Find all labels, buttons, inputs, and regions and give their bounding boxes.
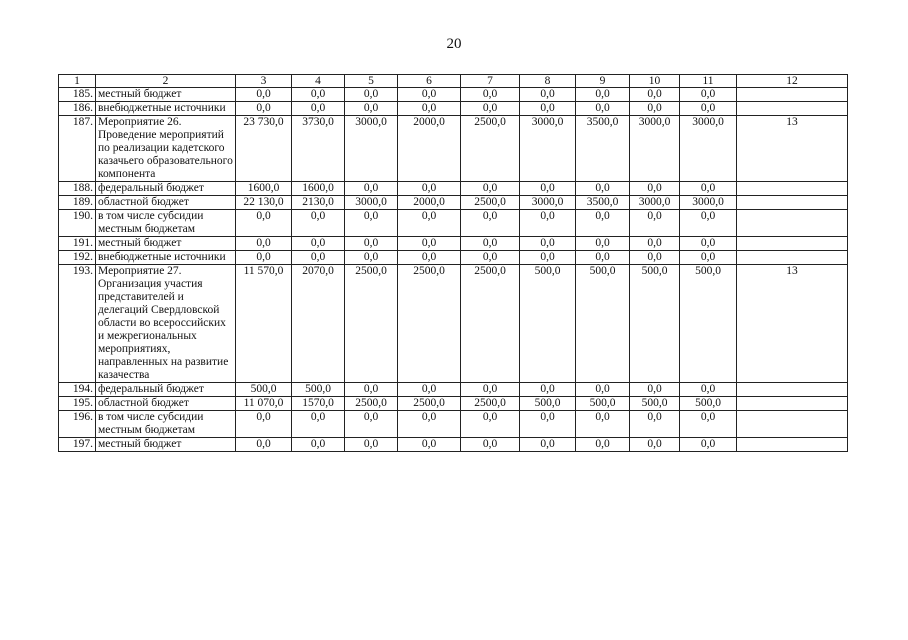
value-cell: 0,0 — [680, 251, 737, 265]
value-cell: 0,0 — [520, 237, 576, 251]
value-cell: 0,0 — [461, 237, 520, 251]
column-header: 11 — [680, 75, 737, 88]
column-header: 9 — [576, 75, 630, 88]
row-number: 193. — [59, 265, 96, 383]
value-cell: 0,0 — [630, 102, 680, 116]
value-cell: 0,0 — [236, 210, 292, 237]
row-number: 196. — [59, 411, 96, 438]
value-cell: 0,0 — [576, 411, 630, 438]
value-cell: 0,0 — [630, 237, 680, 251]
table-row — [59, 88, 848, 102]
value-cell: 0,0 — [292, 438, 345, 452]
value-cell: 0,0 — [345, 438, 398, 452]
table-row — [59, 411, 848, 438]
row-name: местный бюджет — [96, 237, 236, 251]
value-cell: 2500,0 — [461, 265, 520, 383]
value-cell: 11 070,0 — [236, 397, 292, 411]
value-cell: 0,0 — [236, 411, 292, 438]
value-cell: 0,0 — [630, 438, 680, 452]
row-name: федеральный бюджет — [96, 182, 236, 196]
value-cell: 3000,0 — [680, 196, 737, 210]
value-cell: 0,0 — [520, 210, 576, 237]
column-header: 3 — [236, 75, 292, 88]
row-number: 191. — [59, 237, 96, 251]
target-ref-cell — [737, 438, 848, 452]
value-cell: 0,0 — [345, 251, 398, 265]
row-number: 192. — [59, 251, 96, 265]
value-cell: 0,0 — [461, 182, 520, 196]
value-cell: 0,0 — [520, 411, 576, 438]
table-row — [59, 102, 848, 116]
column-header: 12 — [737, 75, 848, 88]
value-cell: 0,0 — [576, 182, 630, 196]
value-cell: 0,0 — [576, 102, 630, 116]
value-cell: 0,0 — [292, 411, 345, 438]
target-ref-cell — [737, 411, 848, 438]
value-cell: 2500,0 — [345, 265, 398, 383]
target-ref-cell — [737, 251, 848, 265]
value-cell: 0,0 — [576, 88, 630, 102]
value-cell: 0,0 — [630, 182, 680, 196]
value-cell: 0,0 — [292, 102, 345, 116]
row-name: внебюджетные источники — [96, 251, 236, 265]
value-cell: 0,0 — [345, 102, 398, 116]
row-name: Мероприятие 27. Организация участия представителей и делегаций Свердловской области во всероссийских и межрегиональных мероприятиях, направленных на развитие казачества — [96, 265, 236, 383]
value-cell: 0,0 — [630, 88, 680, 102]
value-cell: 0,0 — [680, 102, 737, 116]
value-cell: 2000,0 — [398, 196, 461, 210]
value-cell: 3000,0 — [520, 116, 576, 182]
value-cell: 0,0 — [576, 383, 630, 397]
row-number: 194. — [59, 383, 96, 397]
target-ref-cell — [737, 397, 848, 411]
row-number: 197. — [59, 438, 96, 452]
value-cell: 0,0 — [292, 237, 345, 251]
value-cell: 0,0 — [630, 411, 680, 438]
value-cell: 0,0 — [461, 383, 520, 397]
value-cell: 0,0 — [576, 210, 630, 237]
target-ref-cell — [737, 88, 848, 102]
value-cell: 3000,0 — [345, 116, 398, 182]
value-cell: 0,0 — [345, 383, 398, 397]
table-header-row — [59, 75, 848, 88]
value-cell: 2070,0 — [292, 265, 345, 383]
value-cell: 23 730,0 — [236, 116, 292, 182]
column-header: 8 — [520, 75, 576, 88]
row-name: в том числе субсидии местным бюджетам — [96, 210, 236, 237]
value-cell: 0,0 — [398, 182, 461, 196]
value-cell: 0,0 — [630, 210, 680, 237]
value-cell: 2500,0 — [461, 116, 520, 182]
value-cell: 0,0 — [345, 210, 398, 237]
row-name: областной бюджет — [96, 397, 236, 411]
target-ref-cell — [737, 182, 848, 196]
target-ref-cell: 13 — [737, 265, 848, 383]
value-cell: 2500,0 — [398, 265, 461, 383]
value-cell: 500,0 — [236, 383, 292, 397]
value-cell: 0,0 — [520, 182, 576, 196]
column-header: 10 — [630, 75, 680, 88]
value-cell: 0,0 — [345, 237, 398, 251]
value-cell: 500,0 — [520, 265, 576, 383]
row-name: местный бюджет — [96, 438, 236, 452]
value-cell: 0,0 — [236, 88, 292, 102]
value-cell: 1600,0 — [292, 182, 345, 196]
table-row — [59, 383, 848, 397]
value-cell: 500,0 — [576, 265, 630, 383]
value-cell: 0,0 — [630, 251, 680, 265]
value-cell: 500,0 — [630, 265, 680, 383]
value-cell: 1600,0 — [236, 182, 292, 196]
value-cell: 0,0 — [398, 102, 461, 116]
row-number: 187. — [59, 116, 96, 182]
row-number: 188. — [59, 182, 96, 196]
value-cell: 0,0 — [398, 383, 461, 397]
table-row — [59, 182, 848, 196]
budget-table — [58, 74, 848, 452]
target-ref-cell — [737, 102, 848, 116]
value-cell: 0,0 — [398, 411, 461, 438]
value-cell: 0,0 — [345, 182, 398, 196]
value-cell: 0,0 — [345, 411, 398, 438]
value-cell: 0,0 — [520, 251, 576, 265]
value-cell: 0,0 — [680, 210, 737, 237]
table-row — [59, 210, 848, 237]
value-cell: 0,0 — [520, 102, 576, 116]
value-cell: 0,0 — [461, 411, 520, 438]
table-row — [59, 196, 848, 210]
value-cell: 0,0 — [520, 383, 576, 397]
column-header: 4 — [292, 75, 345, 88]
value-cell: 0,0 — [461, 102, 520, 116]
target-ref-cell — [737, 210, 848, 237]
column-header: 2 — [96, 75, 236, 88]
value-cell: 0,0 — [398, 438, 461, 452]
value-cell: 0,0 — [292, 251, 345, 265]
row-number: 190. — [59, 210, 96, 237]
value-cell: 0,0 — [576, 251, 630, 265]
value-cell: 0,0 — [398, 237, 461, 251]
target-ref-cell — [737, 196, 848, 210]
table-row — [59, 397, 848, 411]
value-cell: 0,0 — [680, 438, 737, 452]
table-row — [59, 438, 848, 452]
value-cell: 3000,0 — [520, 196, 576, 210]
value-cell: 2500,0 — [398, 397, 461, 411]
value-cell: 0,0 — [680, 411, 737, 438]
value-cell: 0,0 — [520, 88, 576, 102]
row-name: местный бюджет — [96, 88, 236, 102]
row-number: 195. — [59, 397, 96, 411]
table-row — [59, 265, 848, 383]
row-number: 189. — [59, 196, 96, 210]
value-cell: 0,0 — [236, 237, 292, 251]
value-cell: 2130,0 — [292, 196, 345, 210]
value-cell: 0,0 — [680, 182, 737, 196]
row-name: федеральный бюджет — [96, 383, 236, 397]
value-cell: 0,0 — [680, 237, 737, 251]
column-header: 7 — [461, 75, 520, 88]
value-cell: 0,0 — [576, 237, 630, 251]
row-name: Мероприятие 26. Проведение мероприятий по реализации кадетского казачьего образовательного компонента — [96, 116, 236, 182]
value-cell: 0,0 — [461, 438, 520, 452]
column-header: 5 — [345, 75, 398, 88]
value-cell: 0,0 — [680, 383, 737, 397]
value-cell: 1570,0 — [292, 397, 345, 411]
value-cell: 500,0 — [292, 383, 345, 397]
value-cell: 2000,0 — [398, 116, 461, 182]
value-cell: 500,0 — [680, 265, 737, 383]
value-cell: 3500,0 — [576, 116, 630, 182]
value-cell: 3000,0 — [680, 116, 737, 182]
value-cell: 0,0 — [398, 251, 461, 265]
value-cell: 3000,0 — [345, 196, 398, 210]
value-cell: 3500,0 — [576, 196, 630, 210]
page-number: 20 — [446, 36, 462, 52]
table-row — [59, 116, 848, 182]
value-cell: 2500,0 — [345, 397, 398, 411]
value-cell: 11 570,0 — [236, 265, 292, 383]
value-cell: 0,0 — [398, 88, 461, 102]
row-number: 185. — [59, 88, 96, 102]
target-ref-cell — [737, 383, 848, 397]
value-cell: 0,0 — [236, 251, 292, 265]
target-ref-cell: 13 — [737, 116, 848, 182]
value-cell: 500,0 — [520, 397, 576, 411]
value-cell: 0,0 — [576, 438, 630, 452]
row-number: 186. — [59, 102, 96, 116]
value-cell: 0,0 — [292, 210, 345, 237]
target-ref-cell — [737, 237, 848, 251]
column-header: 6 — [398, 75, 461, 88]
value-cell: 0,0 — [236, 102, 292, 116]
value-cell: 0,0 — [520, 438, 576, 452]
value-cell: 0,0 — [345, 88, 398, 102]
table-row — [59, 237, 848, 251]
value-cell: 0,0 — [461, 251, 520, 265]
value-cell: 500,0 — [680, 397, 737, 411]
value-cell: 0,0 — [398, 210, 461, 237]
value-cell: 500,0 — [576, 397, 630, 411]
value-cell: 0,0 — [236, 438, 292, 452]
row-name: в том числе субсидии местным бюджетам — [96, 411, 236, 438]
value-cell: 0,0 — [680, 88, 737, 102]
value-cell: 0,0 — [461, 88, 520, 102]
value-cell: 3730,0 — [292, 116, 345, 182]
value-cell: 0,0 — [292, 88, 345, 102]
table-row — [59, 251, 848, 265]
value-cell: 2500,0 — [461, 397, 520, 411]
row-name: внебюджетные источники — [96, 102, 236, 116]
value-cell: 0,0 — [461, 210, 520, 237]
value-cell: 0,0 — [630, 383, 680, 397]
row-name: областной бюджет — [96, 196, 236, 210]
value-cell: 22 130,0 — [236, 196, 292, 210]
value-cell: 3000,0 — [630, 196, 680, 210]
column-header: 1 — [59, 75, 96, 88]
value-cell: 500,0 — [630, 397, 680, 411]
value-cell: 2500,0 — [461, 196, 520, 210]
value-cell: 3000,0 — [630, 116, 680, 182]
